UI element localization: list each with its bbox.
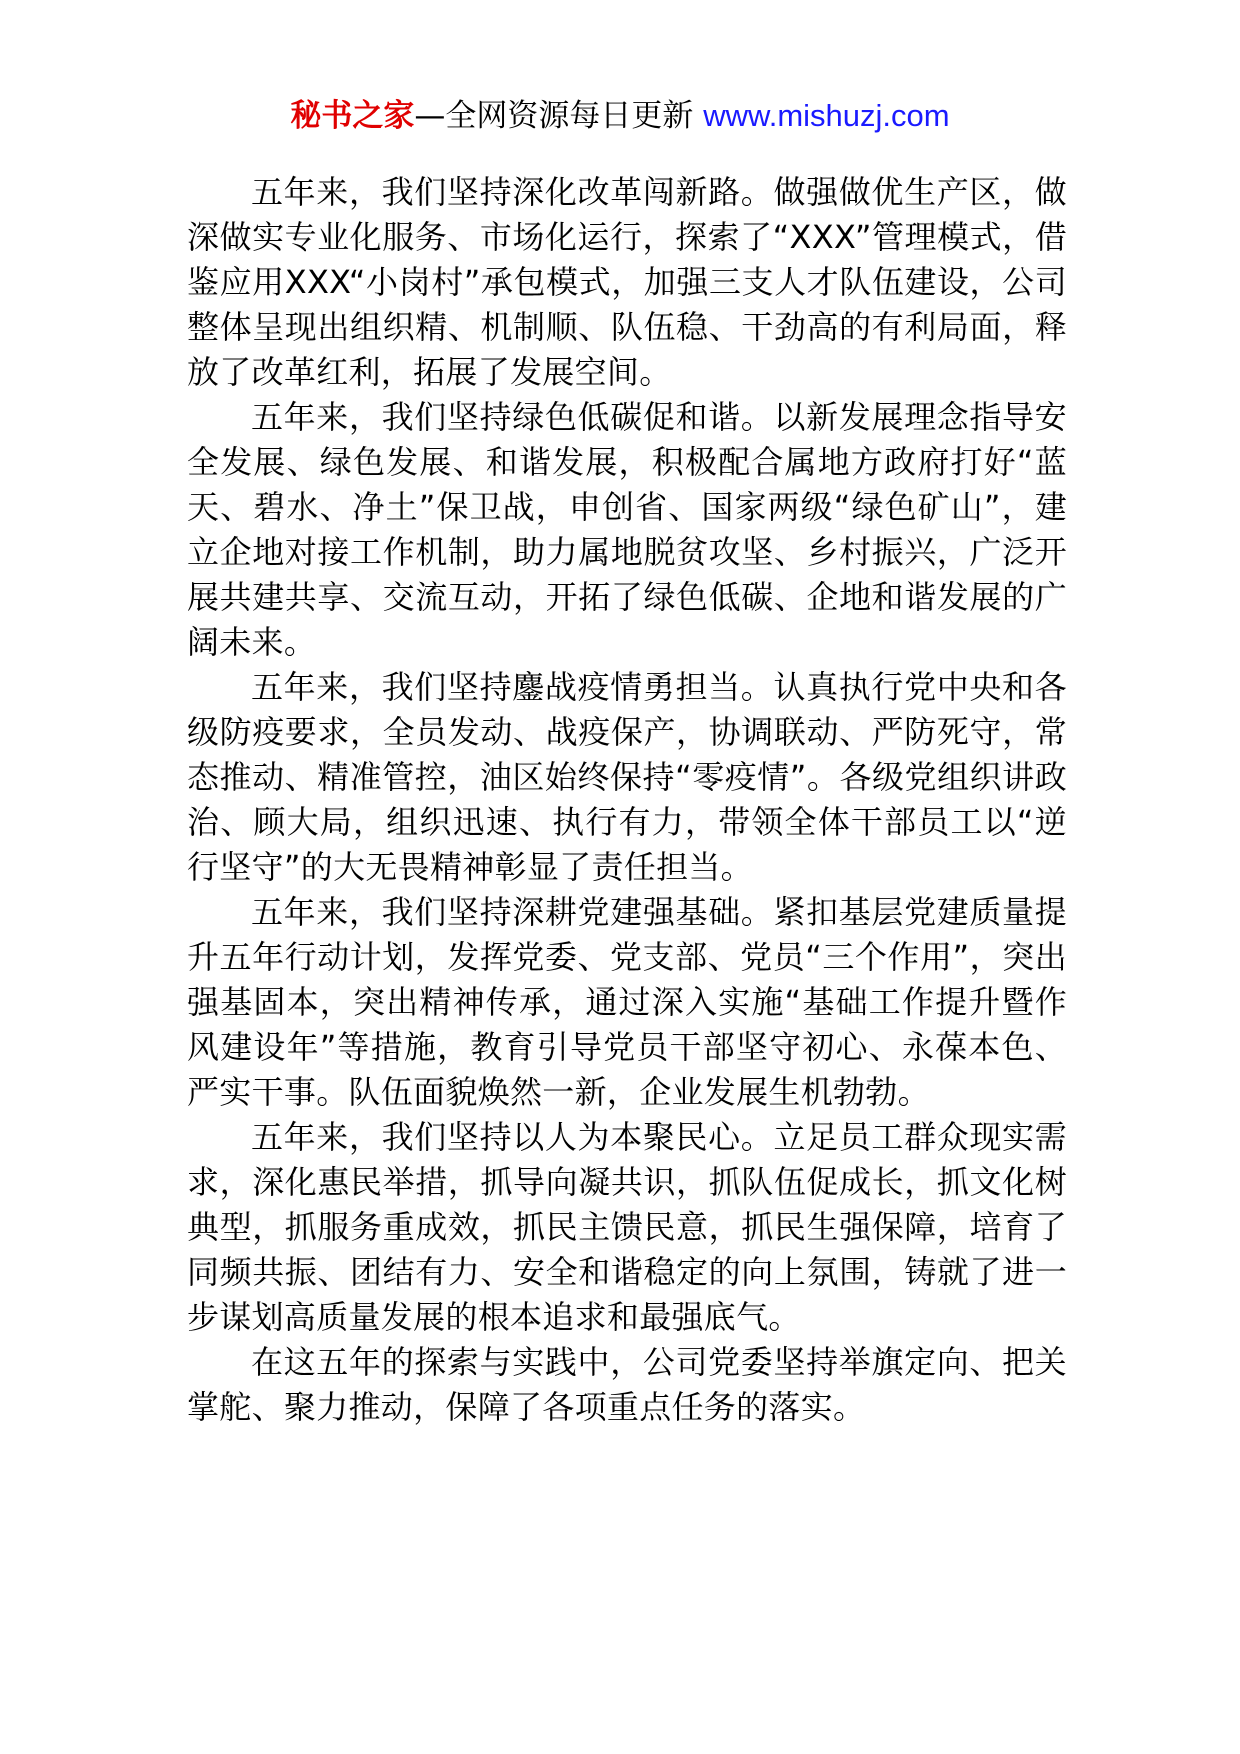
header-tagline: —全网资源每日更新 xyxy=(414,98,694,134)
site-url[interactable]: www.mishuzj.com xyxy=(703,98,950,133)
document-body xyxy=(187,170,1067,1430)
page-header xyxy=(0,96,1240,136)
paragraph-epidemic: 五年来，我们坚持鏖战疫情勇担当。认真执行党中央和各级防疫要求，全员发动、战疫保产，协调联动、严防死守，常态推动、精准管控，油区始终保持“零疫情”。各级党组织讲政治、顾大局，组织迅速、执行有力，带领全体干部员工以“逆行坚守”的大无畏精神彰显了责任担当。 xyxy=(187,668,1067,886)
paragraph-party-building: 五年来，我们坚持深耕党建强基础。紧扣基层党建质量提升五年行动计划，发挥党委、党支部、党员“三个作用”，突出强基固本，突出精神传承，通过深入实施“基础工作提升暨作风建设年”等措施，教育引导党员干部坚守初心、永葆本色、严实干事。队伍面貌焕然一新，企业发展生机勃勃。 xyxy=(187,893,1067,1111)
brand-name: 秘书之家 xyxy=(290,98,415,134)
paragraph-reform: 五年来，我们坚持深化改革闯新路。做强做优生产区，做深做实专业化服务、市场化运行，探索了“XXX”管理模式，借鉴应用XXX“小岗村”承包模式，加强三支人才队伍建设，公司整体呈现出组织精、机制顺、队伍稳、干劲高的有利局面，释放了改革红利，拓展了发展空间。 xyxy=(187,173,1067,391)
paragraph-conclusion: 在这五年的探索与实践中，公司党委坚持举旗定向、把关掌舵、聚力推动，保障了各项重点任务的落实。 xyxy=(187,1343,1067,1426)
paragraph-people: 五年来，我们坚持以人为本聚民心。立足员工群众现实需求，深化惠民举措，抓导向凝共识，抓队伍促成长，抓文化树典型，抓服务重成效，抓民主馈民意，抓民生强保障，培育了同频共振、团结有力、安全和谐稳定的向上氛围，铸就了进一步谋划高质量发展的根本追求和最强底气。 xyxy=(187,1118,1067,1336)
paragraph-green: 五年来，我们坚持绿色低碳促和谐。以新发展理念指导安全发展、绿色发展、和谐发展，积极配合属地方政府打好“蓝天、碧水、净土”保卫战，申创省、国家两级“绿色矿山”，建立企地对接工作机制，助力属地脱贫攻坚、乡村振兴，广泛开展共建共享、交流互动，开拓了绿色低碳、企地和谐发展的广阔未来。 xyxy=(187,398,1067,661)
